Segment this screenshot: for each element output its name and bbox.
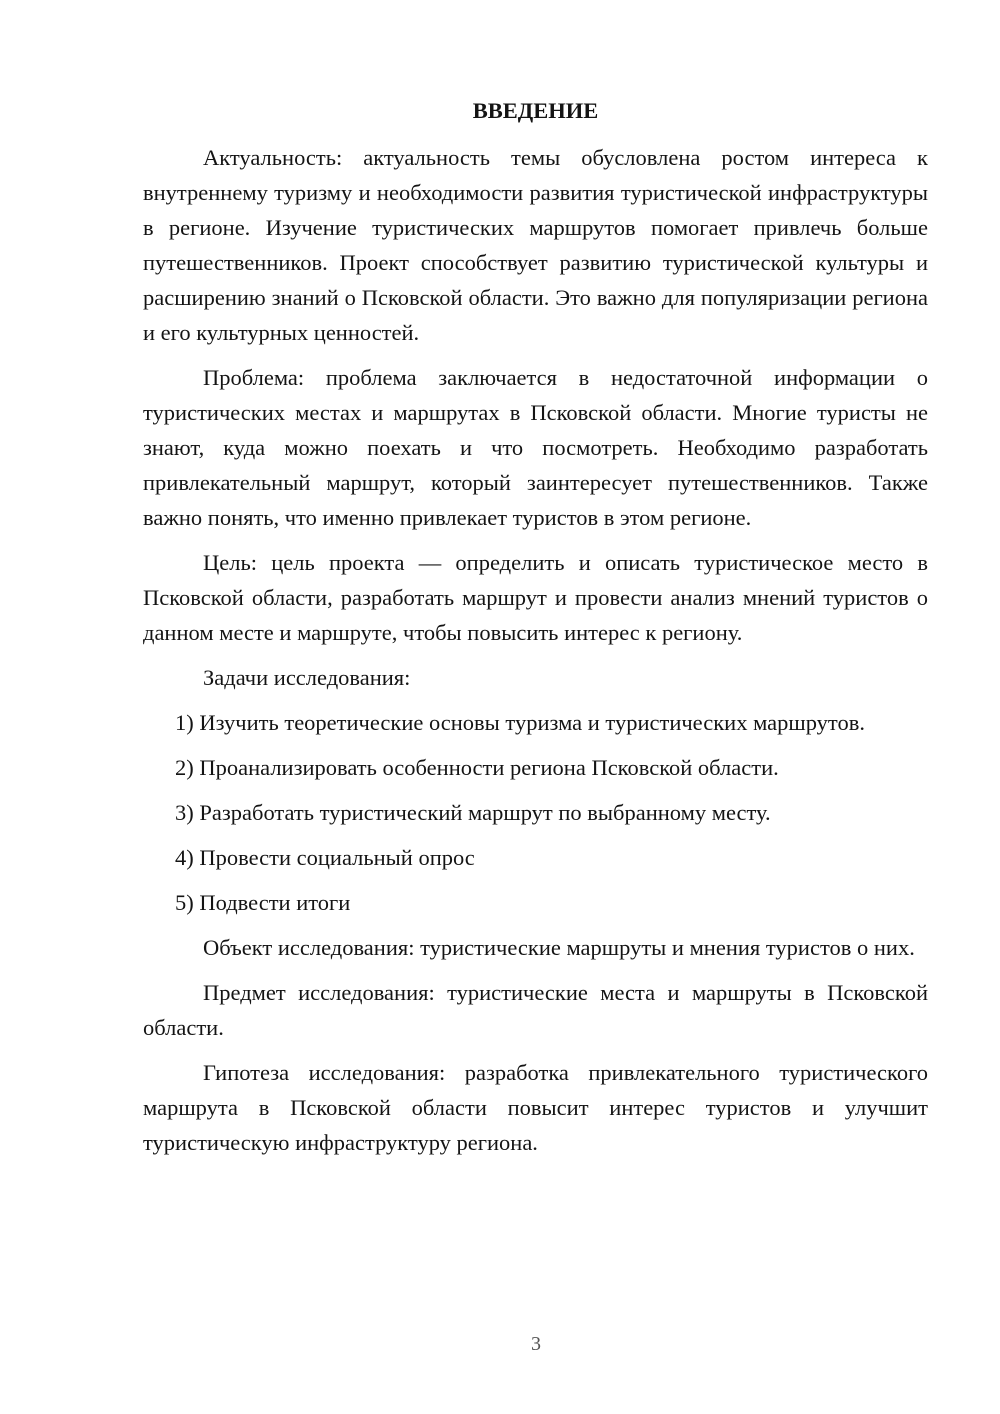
page-number: 3: [531, 1333, 541, 1355]
paragraph-subject: Предмет исследования: туристические места и маршруты в Псковской области.: [143, 980, 928, 1040]
task-item-1: 1) Изучить теоретические основы туризма и туристических маршрутов.: [175, 710, 865, 735]
task-item-5: 5) Подвести итоги: [175, 890, 351, 915]
task-item-2: 2) Проанализировать особенности региона Псковской области.: [175, 755, 779, 780]
paragraph-object: Объект исследования: туристические маршруты и мнения туристов о них.: [203, 935, 915, 960]
paragraph-relevance: Актуальность: актуальность темы обусловлена ростом интереса к внутреннему туризму и необходимости развития туристической инфраструктуры в регионе. Изучение туристических маршрутов помогает привлечь больше путешественников. Проект способствует развитию туристической культуры и расширению знаний о Псковской области. Это важно для популяризации региона и его культурных ценностей.: [143, 145, 928, 345]
tasks-heading: Задачи исследования:: [203, 665, 411, 690]
paragraph-hypothesis: Гипотеза исследования: разработка привлекательного туристического маршрута в Псковской области повысит интерес туристов и улучшит туристическую инфраструктуру региона.: [143, 1060, 928, 1155]
paragraph-problem: Проблема: проблема заключается в недостаточной информации о туристических местах и маршрутах в Псковской области. Многие туристы не знают, куда можно поехать и что посмотреть. Необходимо разработать привлекательный маршрут, который заинтересует путешественников. Также важно понять, что именно привлекает туристов в этом регионе.: [143, 365, 928, 530]
paragraph-goal: Цель: цель проекта — определить и описать туристическое место в Псковской области, разработать маршрут и провести анализ мнений туристов о данном месте и маршруте, чтобы повысить интерес к региону.: [143, 550, 928, 645]
task-item-4: 4) Провести социальный опрос: [175, 845, 475, 870]
section-title: ВВЕДЕНИЕ: [472, 98, 599, 123]
task-item-3: 3) Разработать туристический маршрут по выбранному месту.: [175, 800, 771, 825]
page-content: [143, 94, 928, 1170]
